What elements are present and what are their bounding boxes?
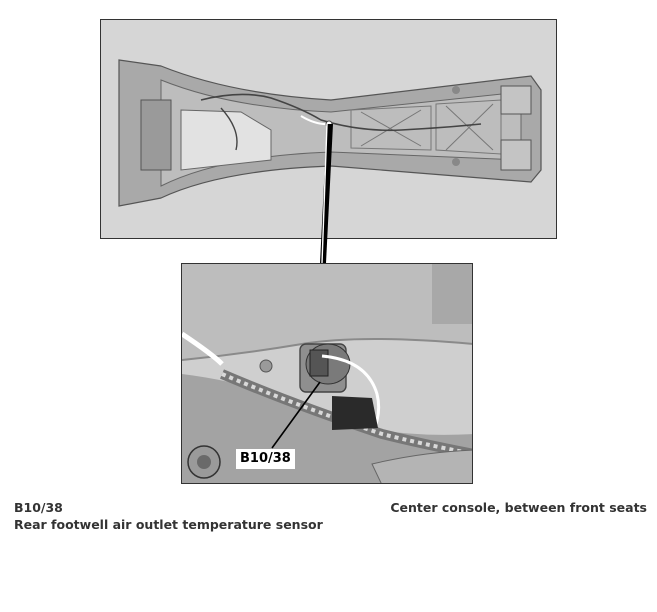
sensor-detail-photo bbox=[181, 263, 473, 484]
component-code: B10/38 bbox=[14, 500, 63, 515]
component-location: Center console, between front seats bbox=[390, 500, 647, 515]
console-overview-photo bbox=[100, 19, 557, 239]
console-overview-drawing bbox=[101, 20, 557, 239]
sensor-callout-label: B10/38 bbox=[236, 449, 295, 469]
sensor-detail-drawing bbox=[182, 264, 473, 484]
component-description: Rear footwell air outlet temperature sensor bbox=[14, 517, 323, 532]
